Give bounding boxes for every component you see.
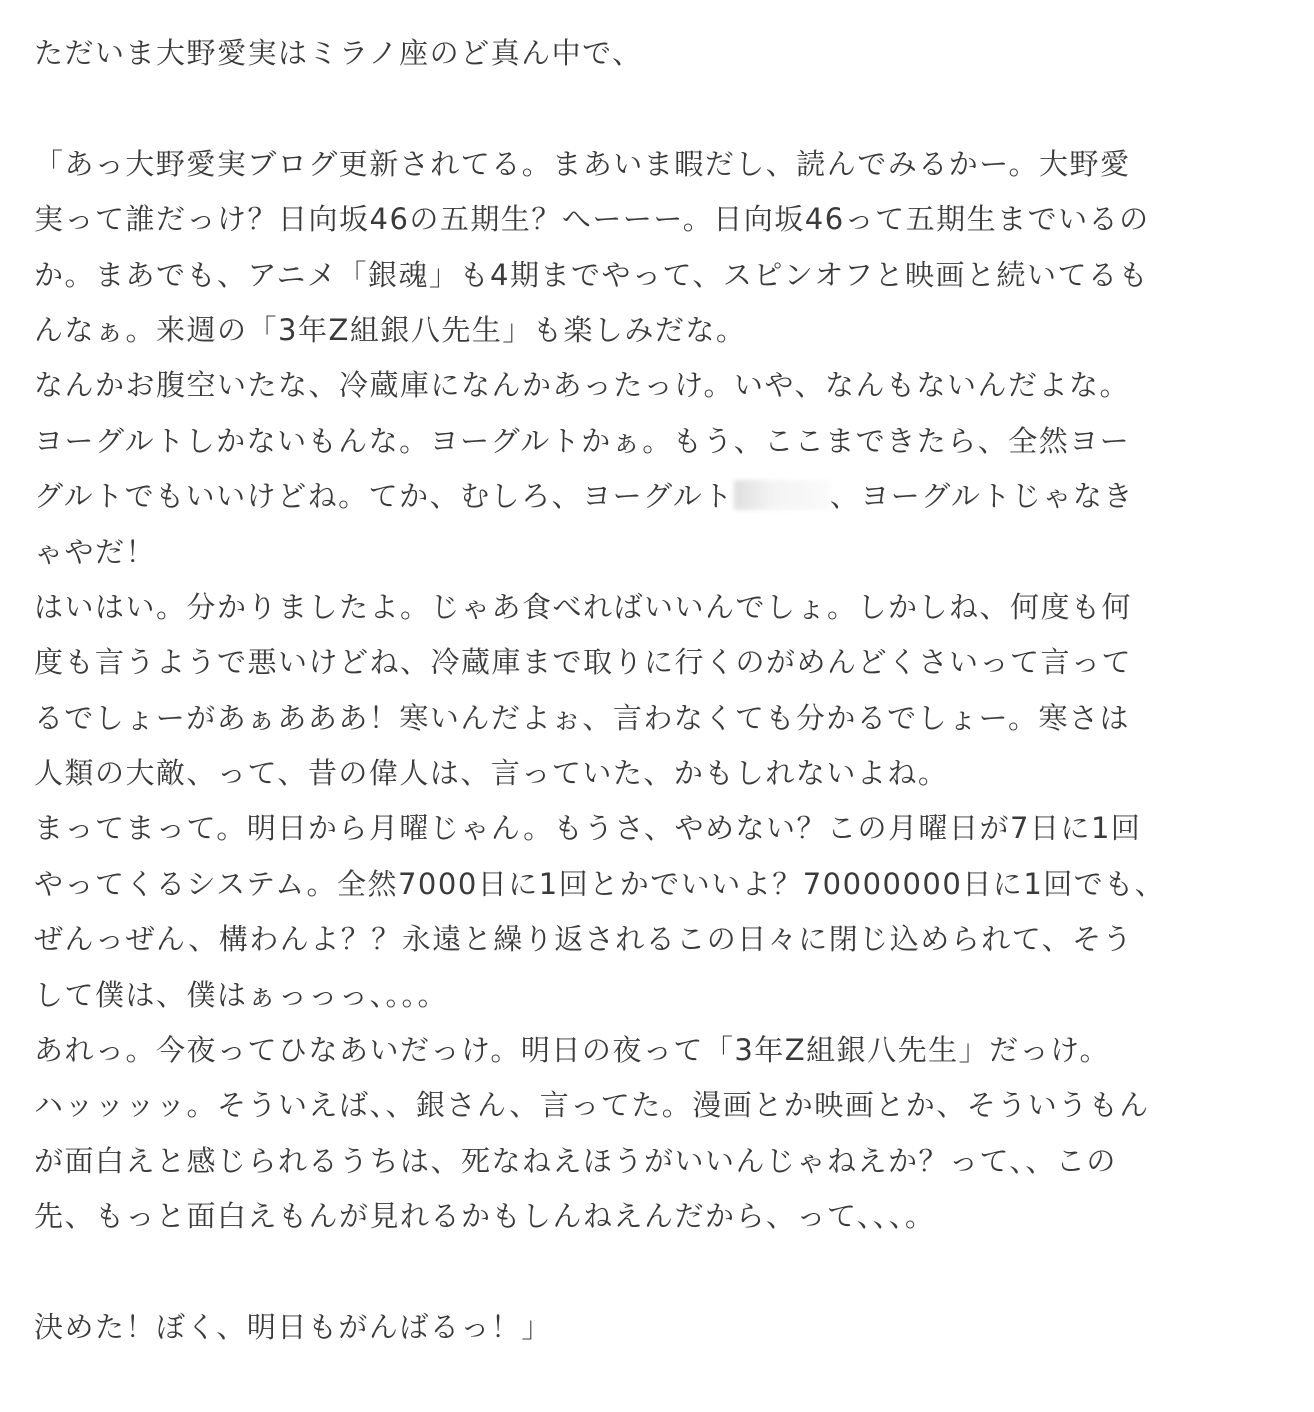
text-line: ただいま大野愛実はミラノ座のど真ん中で、: [34, 36, 643, 70]
text-line: ゃやだ！: [34, 534, 157, 569]
text-line: るでしょーがあぁあああ！寒いんだよぉ、言わなくても分かるでしょー。寒さは: [34, 700, 1130, 735]
text-line: んなぁ。来週の「3年Z組銀八先生」も楽しみだな。: [34, 312, 747, 347]
text-line: 実って誰だっけ？日向坂46の五期生？へーーー。日向坂46って五期生までいるの: [34, 202, 1150, 237]
text-line: 人類の大敵、って、昔の偉人は、言っていた、かもしれないよね。: [34, 756, 949, 791]
text-line: 先、もっと面白えもんが見れるかもしんねえんだから、って、、、。: [34, 1199, 936, 1234]
text-line: やってくるシステム。全然7000日に1回とかでいいよ？70000000日に1回でも、: [34, 866, 1166, 901]
text-line: はいはい。分かりましたよ。じゃあ食べればいいんでしょ。しかしね、何度も何: [34, 589, 1133, 624]
text-segment: グルトでもいいけどね。てか、むしろ、ヨーグルト: [34, 479, 734, 514]
text-line: まってまって。明日から月曜じゃん。もうさ、やめない？この月曜日が7日に1回: [34, 811, 1142, 846]
text-line-with-redaction: [34, 469, 1284, 524]
text-line: なんかお腹空いたな、冷蔵庫になんかあったっけ。いや、なんもないんだよな。: [34, 368, 1130, 403]
blank-line: [34, 1245, 1284, 1300]
blank-line: [34, 81, 1284, 136]
text-line: 決めた！ぼく、明日もがんばるっ！」: [34, 1309, 552, 1344]
text-line: あれっ。今夜ってひなあいだっけ。明日の夜って「3年Z組銀八先生」だっけ。: [34, 1033, 1110, 1068]
text-segment: 、ヨーグルトじゃなき: [829, 479, 1134, 514]
text-line: 「あっ大野愛実ブログ更新されてる。まあいま暇だし、読んでみるかー。大野愛: [34, 146, 1131, 181]
blog-post-body: [34, 26, 1284, 1355]
text-line: が面白えと感じられるうちは、死なねえほうがいいんじゃねえか？って、、この: [34, 1143, 1117, 1178]
text-line: ハッッッッ。そういえば、、銀さん、言ってた。漫画とか映画とか、そういうもん: [34, 1088, 1150, 1123]
blurred-redaction: [734, 480, 830, 510]
text-line: ヨーグルトしかないもんな。ヨーグルトかぁ。もう、ここまできたら、全然ヨー: [34, 423, 1131, 458]
text-line: ぜんっぜん、構わんよ？？永遠と繰り返されるこの日々に閉じ込められて、そう: [34, 922, 1134, 957]
text-line: 度も言うようで悪いけどね、冷蔵庫まで取りに行くのがめんどくさいって言って: [34, 645, 1133, 680]
text-line: して僕は、僕はぁっっっ、。。。: [34, 977, 449, 1012]
text-line: か。まあでも、アニメ「銀魂」も4期までやって、スピンオフと映画と続いてるも: [34, 257, 1150, 292]
